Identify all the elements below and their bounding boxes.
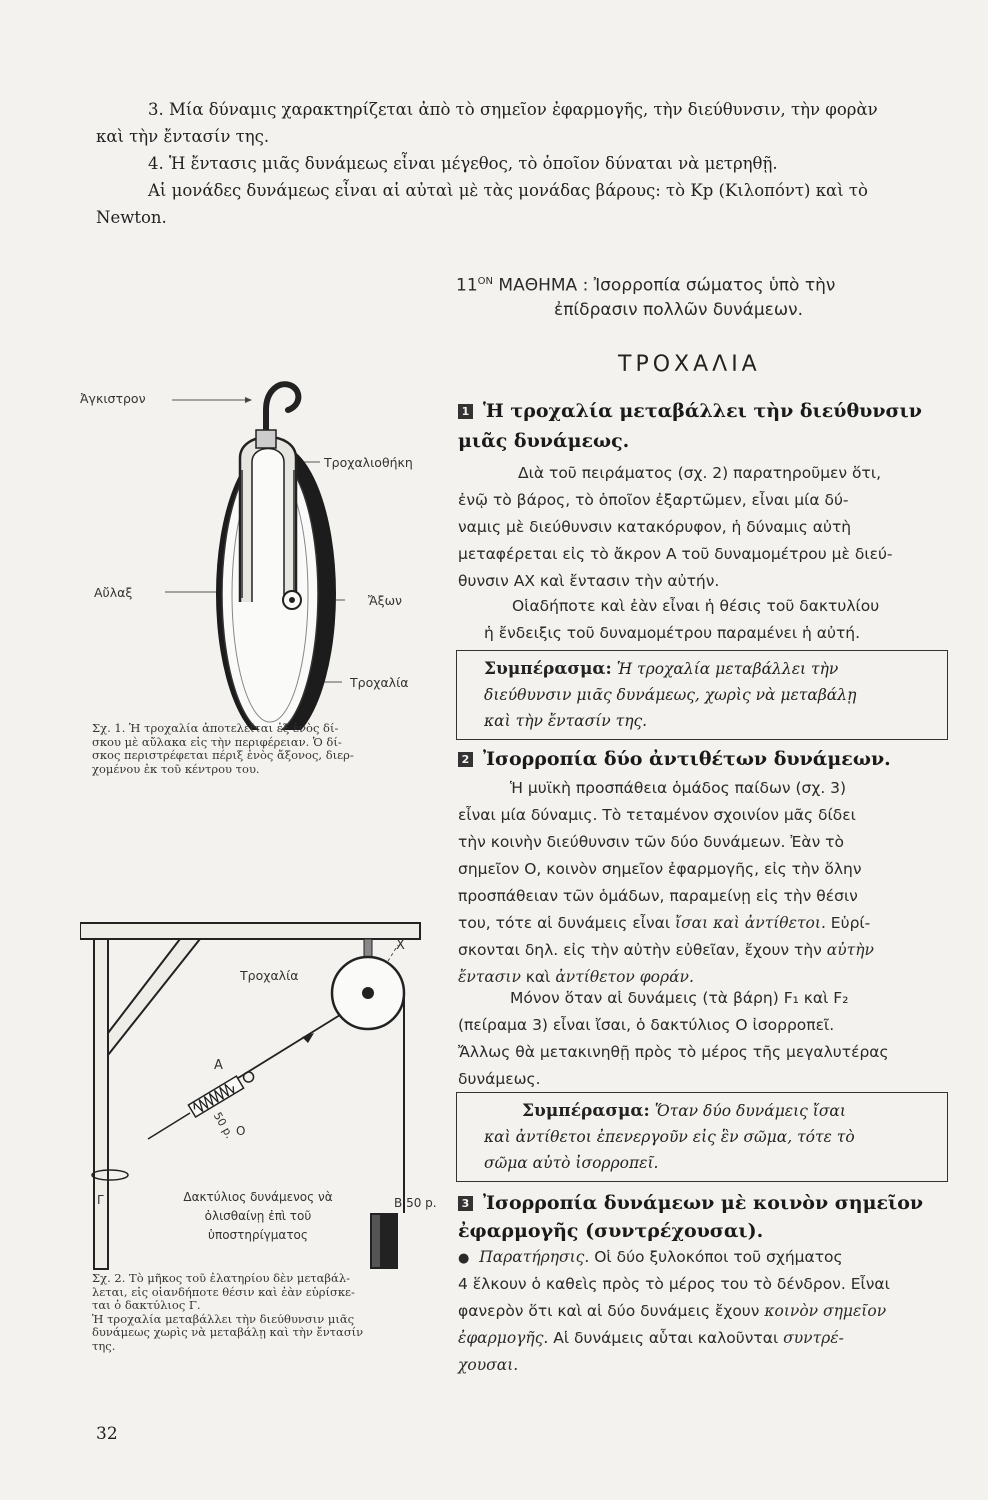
conclusion-1-line-2: διεύθυνσιν μιᾶς δυνάμεως, χωρὶς νὰ μεταβάλῃ	[484, 686, 857, 704]
label-groove: Αὔλαξ	[94, 585, 133, 600]
top-line-5: Newton.	[96, 208, 167, 227]
s2-line-4: σημεῖον Ο, κοινὸν σημεῖον ἐφαρμογῆς, εἰς τὴν ὅλην	[458, 860, 862, 878]
conclusion-2-line-3: σῶμα αὐτὸ ἰσορροπεῖ.	[484, 1154, 659, 1172]
figure-1-caption: Σχ. 1. Ἡ τροχαλία ἀποτελεῖται ἐξ ἑνὸς δί- σκου μὲ αὔλακα εἰς τὴν περιφέρειαν. Ὁ δί- σκος περιστρέφεται πέριξ ἑνὸς ἄξονος, διερ- χομένου ἐκ τοῦ κέντρου του.	[92, 721, 354, 776]
page-number: 32	[96, 1424, 118, 1444]
s1-line-3: ναμις μὲ διεύθυνσιν κατακόρυφον, ἡ δύναμις αὐτὴ	[458, 518, 852, 536]
s2-line-5: προσπάθειαν τῶν ὁμάδων, παραμείνῃ εἰς τὴν θέσιν	[458, 887, 858, 905]
s2-line-11: Ἄλλως θὰ μετακινηθῇ πρὸς τὸ μέρος τῆς μεγαλυτέρας	[458, 1043, 889, 1061]
s2-line-9: Μόνον ὅταν αἱ δυνάμεις (τὰ βάρη) F₁ καὶ F₂	[510, 989, 849, 1007]
label-pulley: Τροχαλία	[350, 675, 409, 690]
section-1-heading-2: μιᾶς δυνάμεως.	[458, 430, 630, 452]
section-2-heading: 2 Ἰσορροπία δύο ἀντιθέτων δυνάμεων.	[458, 748, 891, 770]
label-fig2-pulley: Τροχαλία	[240, 968, 299, 983]
figure-2-caption: Σχ. 2. Τὸ μῆκος τοῦ ἐλατηρίου δὲν μεταβάλ- λεται, εἰς οἱανδήποτε θέσιν καὶ ἐὰν εὑρίσκε- ται ὁ δακτύλιος Γ. Ἡ τροχαλία μεταβάλλει τὴν διεύθυνσιν μιᾶς δυνάμεως χωρὶς νὰ μεταβάλῃ καὶ τὴν ἔντασίν της.	[92, 1271, 364, 1353]
lesson-heading: $11^{ON}$ ΜΑΘΗΜΑ : Ἰσορροπία σώματος ὑπὸ τὴν	[456, 275, 836, 296]
section-title: ΤΡΟΧΑΛΙΑ	[618, 352, 761, 377]
bullet-icon: ●	[458, 1251, 470, 1266]
s3-line-3: φανερὸν ὅτι καὶ αἱ δύο δυνάμεις ἔχουν κοινὸν σημεῖον	[458, 1302, 887, 1320]
s2-line-6: του, τότε αἱ δυνάμεις εἶναι ἴσαι καὶ ἀντίθετοι. Εὑρί-	[458, 914, 871, 932]
s1-line-6: Οἱαδήποτε καὶ ἐὰν εἶναι ἡ θέσις τοῦ δακτυλίου	[512, 597, 880, 615]
label-hook: Ἀγκιστρον	[80, 391, 146, 406]
top-line-2: καὶ τὴν ἔντασίν της.	[96, 127, 270, 146]
s2-line-1: Ἡ μυϊκὴ προσπάθεια ὁμάδος παίδων (σχ. 3)	[510, 779, 847, 797]
s3-line-5: χουσαι.	[458, 1356, 519, 1374]
conclusion-1-line-3: καὶ τὴν ἔντασίν της.	[484, 712, 648, 730]
conclusion-2-line-1: Συμπέρασμα: Ὅταν δύο δυνάμεις ἴσαι	[522, 1101, 846, 1121]
s2-line-8: ἔντασιν καὶ ἀντίθετον φοράν.	[458, 968, 694, 986]
label-fig2-scale: 50 p.	[210, 1110, 236, 1141]
label-fig2-b: B 50 p.	[394, 1196, 437, 1210]
section-1-heading: 1 Ἡ τροχαλία μεταβάλλει τὴν διεύθυνσιν	[458, 400, 922, 422]
top-line-1: 3. Μία δύναμις χαρακτηρίζεται ἀπὸ τὸ σημεῖον ἐφαρμογῆς, τὴν διεύθυνσιν, τὴν φορὰν	[148, 100, 878, 119]
s1-line-1: Διὰ τοῦ πειράματος (σχ. 2) παρατηροῦμεν ὅτι,	[518, 464, 882, 482]
s2-line-3: τὴν κοινὴν διεύθυνσιν τῶν δύο δυνάμεων. Ἐὰν τὸ	[458, 833, 844, 851]
section-3-heading: 3 Ἰσορροπία δυνάμεων μὲ κοινὸν σημεῖον	[458, 1192, 923, 1214]
label-fig2-g: Γ	[97, 1193, 104, 1207]
s1-line-5: θυνσιν ΑΧ καὶ ἔντασιν τὴν αὐτήν.	[458, 572, 720, 590]
conclusion-2-line-2: καὶ ἀντίθετοι ἐπενεργοῦν εἰς ἓν σῶμα, τότε τὸ	[484, 1128, 855, 1146]
top-line-4: Αἱ μονάδες δυνάμεως εἶναι αἱ αὐταὶ μὲ τὰς μονάδας βάρους: τὸ Kp (Κιλοπόντ) καὶ τὸ	[148, 181, 868, 200]
label-fig2-x: X	[396, 938, 405, 953]
s2-line-2: εἶναι μία δύναμις. Τὸ τεταμένον σχοινίον μᾶς δίδει	[458, 806, 856, 824]
s2-line-7: σκονται δηλ. εἰς τὴν αὐτὴν εὐθεῖαν, ἔχουν τὴν αὐτὴν	[458, 941, 874, 959]
label-fig2-ring: Δακτύλιος δυνάμενος νὰ ὀλισθαίνῃ ἐπὶ τοῦ ὑποστηρίγματος	[183, 1190, 333, 1242]
conclusion-1-line-1: Συμπέρασμα: Ἡ τροχαλία μεταβάλλει τὴν	[484, 659, 839, 679]
s1-line-2: ἐνῷ τὸ βάρος, τὸ ὁποῖον ἐξαρτῶμεν, εἶναι μία δύ-	[458, 491, 849, 509]
lesson-heading-2: ἐπίδρασιν πολλῶν δυνάμεων.	[554, 300, 803, 320]
s3-line-2: 4 ἕλκουν ὁ καθεὶς πρὸς τὸ μέρος του τὸ δένδρον. Εἶναι	[458, 1275, 890, 1293]
label-housing: Τροχαλιοθήκη	[324, 455, 413, 470]
section-3-heading-2: ἐφαρμογῆς (συντρέχουσαι).	[458, 1220, 764, 1242]
s3-line-4: ἐφαρμογῆς. Αἱ δυνάμεις αὗται καλοῦνται συντρέ-	[458, 1329, 844, 1347]
top-line-3: 4. Ἡ ἔντασις μιᾶς δυνάμεως εἶναι μέγεθος, τὸ ὁποῖον δύναται νὰ μετρηθῇ.	[148, 154, 778, 173]
label-fig2-a: A	[214, 1058, 223, 1073]
s2-line-12: δυνάμεως.	[458, 1070, 541, 1088]
s1-line-7: ἡ ἔνδειξις τοῦ δυναμομέτρου παραμένει ἡ αὐτή.	[484, 624, 861, 642]
label-axle: Ἄξων	[368, 593, 403, 608]
s3-line-1: ● Παρατήρησις. Οἱ δύο ξυλοκόποι τοῦ σχήματος	[458, 1248, 843, 1266]
label-fig2-o: O	[236, 1124, 246, 1138]
s1-line-4: μεταφέρεται εἰς τὸ ἄκρον Α τοῦ δυναμομέτρου μὲ διεύ-	[458, 545, 893, 563]
s2-line-10: (πείραμα 3) εἶναι ἴσαι, ὁ δακτύλιος Ο ἰσορροπεῖ.	[458, 1016, 835, 1034]
